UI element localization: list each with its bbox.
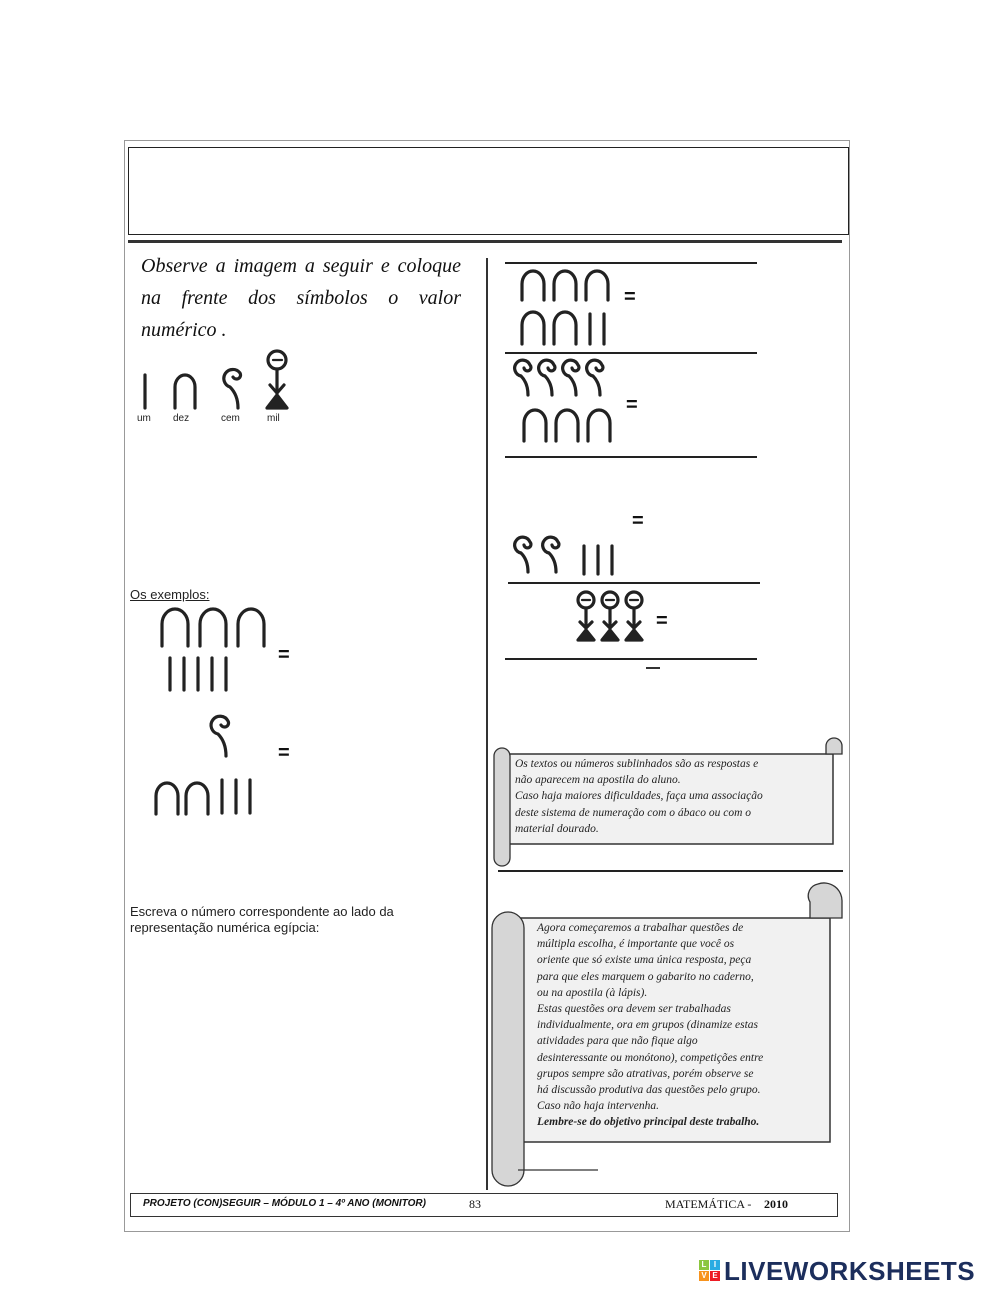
label-cem: cem: [221, 413, 240, 424]
lotus-symbol-icon: [267, 351, 287, 408]
label-dez: dez: [173, 413, 190, 424]
note-2-line: individualmente, ora em grupos (dinamize estas: [537, 1019, 759, 1032]
label-um: um: [137, 413, 151, 424]
note-1-line: Caso haja maiores dificuldades, faça uma associação: [515, 790, 763, 803]
note-1-text: [515, 756, 840, 837]
notes-separator: [498, 870, 843, 872]
equals-sign-q1: =: [624, 286, 636, 308]
instruction-text: Observe a imagem a seguir e coloque na frente dos símbolos o valor numérico .: [141, 255, 461, 341]
dash-mark: [646, 667, 660, 669]
footer-project: PROJETO (CON)SEGUIR – MÓDULO 1 – 4º ANO (MONITOR): [143, 1198, 426, 1209]
heel-bone-symbol-icon: [175, 375, 195, 408]
example-2-glyphs: [148, 716, 278, 816]
note-1-line: material dourado.: [515, 822, 599, 835]
coil-rope-symbol-icon: [224, 369, 241, 408]
write-instruction: Escreva o número correspondente ao lado da representação numérica egípcia:: [130, 904, 394, 935]
brand-logo: [699, 1260, 721, 1282]
note-2-line: oriente que só existe uma única resposta, peça: [537, 954, 752, 967]
header-rule: [128, 240, 842, 243]
footer-year: 2010: [764, 1197, 788, 1211]
examples-label: Os exemplos:: [130, 587, 210, 602]
note-2-line: grupos sempre são atrativas, porém observe se: [537, 1067, 754, 1080]
header-box: [128, 147, 849, 235]
note-2-line: ou na apostila (à lápis).: [537, 986, 648, 999]
brand-logo-tile: L: [699, 1260, 709, 1270]
equals-sign-q4: =: [656, 610, 668, 632]
exercise-rule-3: [505, 456, 757, 458]
brand-logo-tile: E: [710, 1271, 720, 1281]
equals-sign-ex1: =: [278, 644, 290, 666]
exercise-rule-2: [505, 352, 757, 354]
equals-sign-q2: =: [626, 394, 638, 416]
equals-sign-q3: =: [632, 510, 644, 532]
label-mil: mil: [267, 413, 280, 424]
note-1-line: não aparecem na apostila do aluno.: [515, 774, 681, 787]
note-2-line: há discussão produtiva das questões pelo grupo.: [537, 1084, 761, 1097]
note-2-text: [537, 920, 842, 1131]
note-1-line: Os textos ou números sublinhados são as respostas e: [515, 758, 759, 770]
note-2-line: múltipla escolha, é importante que você os: [537, 938, 735, 951]
brand-logo-tile: V: [699, 1271, 709, 1281]
note-2-line: Caso não haja intervenha.: [537, 1100, 660, 1113]
exercise-rule-5: [505, 658, 757, 660]
footer-subject: MATEMÁTICA -: [665, 1197, 752, 1211]
note-2-closing: Lembre-se do objetivo principal deste trabalho.: [537, 1116, 760, 1129]
note-2-line: para que eles marquem o gabarito no caderno,: [537, 970, 754, 983]
note-2-line: Agora começaremos a trabalhar questões de: [537, 922, 744, 934]
note-2-line: Estas questões ora devem ser trabalhadas: [537, 1003, 731, 1016]
brand-name: LIVEWORKSHEETS: [724, 1256, 976, 1286]
exercise-1-glyphs: [510, 268, 630, 348]
exercise-rule-4: [508, 582, 760, 584]
exercise-rule-1: [505, 262, 757, 264]
exercise-4-glyphs: [570, 588, 660, 643]
footer-page-number: 83: [469, 1197, 481, 1211]
exercise-3-glyphs: [512, 528, 632, 578]
equals-sign-ex2: =: [278, 742, 290, 764]
note-1-line: deste sistema de numeração com o ábaco ou com o: [515, 806, 752, 819]
exercise-2-glyphs: [510, 357, 630, 447]
brand-logo-tile: I: [710, 1260, 720, 1270]
note-2-line: desinteressante ou monótono), competições entre: [537, 1051, 764, 1064]
note-2-line: atividades para que não fique algo: [537, 1035, 698, 1048]
example-1-glyphs: [150, 606, 280, 691]
